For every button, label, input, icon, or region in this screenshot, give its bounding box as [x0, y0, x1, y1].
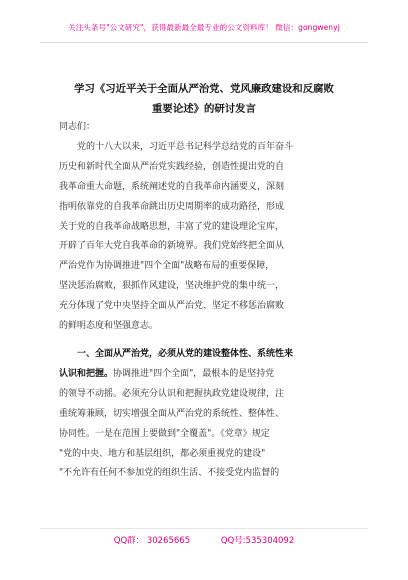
- footer-divider: [40, 528, 368, 529]
- paragraph-line: "不允许有任何不参加党的组织生活、不接受党内监督的: [59, 468, 280, 479]
- document-title: [52, 79, 356, 119]
- salutation: 同志们：: [59, 122, 96, 132]
- paragraph-line: 坚决惩治腐败，狠抓作风建设，坚决维护党的集中统一，: [59, 281, 285, 292]
- paragraph-line: 历史和新时代全面从严治党实践经验，创造性提出党的自: [59, 161, 285, 172]
- paragraph-line: 严治党作为协调推进"四个全面"战略布局的重要保障，: [59, 261, 275, 272]
- header-divider: [40, 42, 368, 43]
- section-heading-line-1: 一、全面从严治党，必须从党的建设整体性、系统性来: [77, 348, 294, 359]
- section-heading-line-2: 认识和把握。: [59, 368, 114, 379]
- paragraph-line: 的领导不动摇。必须充分认识和把握执政党建设规律，注: [59, 388, 285, 399]
- document-body: [59, 118, 349, 484]
- paragraph-line: 充分体现了党中央坚持全面从严治党、坚定不移惩治腐败: [59, 301, 285, 312]
- paragraph-line: "党的中央、地方和基层组织，都必须重视党的建设": [59, 448, 266, 459]
- paragraph-line: 我革命重大命题，系统阐述党的自我革命内涵要义，深刻: [59, 181, 285, 192]
- contact-footer: [0, 534, 408, 546]
- paragraph-line-rest: 协调推进"四个全面"，最根本的是坚持党: [113, 368, 275, 379]
- paragraph-line: [59, 365, 349, 385]
- paragraph-1: [59, 138, 349, 337]
- qq-number: QQ号:535304092: [220, 536, 295, 546]
- paragraph-line: 开辟了百年大党自我革命的新境界。我们党始终把全面从: [59, 241, 285, 252]
- qq-group: QQ群： 30265665: [113, 536, 191, 546]
- paragraph-line: 党的十八大以来，习近平总书记科学总结党的百年奋斗: [77, 141, 294, 152]
- paragraph-2: [59, 345, 349, 484]
- title-line-1: 学习《习近平关于全面从严治党、党风廉政建设和反腐败: [74, 83, 334, 95]
- title-line-2: 重要论述》的研讨发言: [152, 103, 256, 115]
- promo-header: 关注头条号"公文研究"，获得最新最全最专业的公文资料库！ 微信：gongwenyj: [68, 23, 340, 32]
- paragraph-line: 的鲜明态度和坚强意志。: [59, 321, 159, 332]
- paragraph-line: 关于党的自我革命战略思想，丰富了党的建设理论宝库，: [59, 221, 285, 232]
- paragraph-line: 重统筹兼顾，切实增强全面从严治党的系统性、整体性、: [59, 408, 285, 419]
- paragraph-line: 协同性。一是在范围上要做到"全覆盖"。《党章》规定: [59, 428, 270, 439]
- paragraph-line: 指明依靠党的自我革命跳出历史周期率的成功路径，形成: [59, 201, 285, 212]
